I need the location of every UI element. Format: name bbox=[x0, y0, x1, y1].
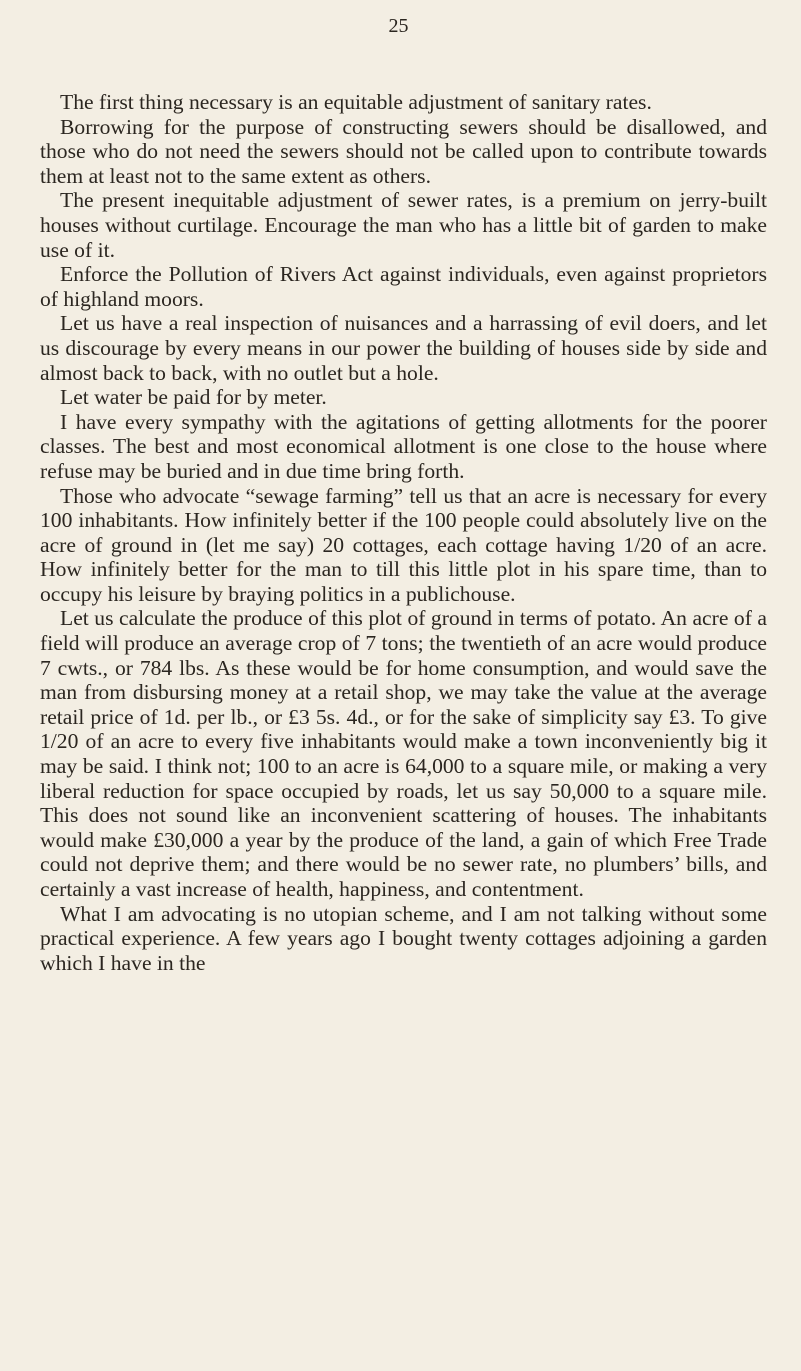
paragraph-potato-produce: Let us calculate the produce of this plot of ground in terms of potato. An acre of a field will produce an average crop of 7 tons; the twentieth of an acre would produce 7 cwts., or 784 lbs. As these would be for home consumption, and would save the man from disbursing money at a retail shop, we may take the value at the average retail price of 1d. per lb., or £3 5s. 4d., or for the sake of simplicity say £3. To give 1/20 of an acre to every five inhabitants would make a town inconveniently big it may be said. I think not; 100 to an acre is 64,000 to a square mile, or making a very liberal reduction for space occupied by roads, let us say 50,000 to a square mile. This does not sound like an inconvenient scattering of houses. The inhabitants would make £30,000 a year by the produce of the land, a gain of which Free Trade could not deprive them; and there would be no sewer rate, no plumbers’ bills, and certainly a vast increase of health, happiness, and contentment. bbox=[40, 606, 767, 901]
paragraph-allotments: I have every sympathy with the agitations of getting allotments for the poorer classes. The best and most economical allotment is one close to the house where refuse may be buried and in due time bring forth. bbox=[40, 409, 767, 483]
paragraph-sewer-rates: The present inequitable adjustment of sewer rates, is a premium on jerry-built houses without curtilage. Encourage the man who has a little bit of garden to make use of it. bbox=[40, 188, 767, 262]
paragraph-borrowing: Borrowing for the purpose of constructing sewers should be disallowed, and those who do not need the sewers should not be called upon to contribute towards them at least not to the same extent as others. bbox=[40, 114, 767, 188]
page-number: 25 bbox=[388, 15, 409, 37]
paragraph-sewage-farming: Those who advocate “sewage farming” tell us that an acre is necessary for every 100 inhabitants. How infinitely better if the 100 people could absolutely live on the acre of ground in (let me say) 20 cottages, each cottage having 1/20 of an acre. How infinitely better for the man to till this little plot in his spare time, than to occupy his leisure by braying politics in a publichouse. bbox=[40, 483, 767, 606]
paragraph-inspection: Let us have a real inspection of nuisances and a harrassing of evil doers, and let us discourage by every means in our power the building of houses side by side and almost back to back, with no outlet but a hole. bbox=[40, 311, 767, 385]
paragraph-pollution-act: Enforce the Pollution of Rivers Act against individuals, even against proprietors of highland moors. bbox=[40, 262, 767, 311]
paragraph-sanitary-rates: The first thing necessary is an equitable adjustment of sanitary rates. bbox=[60, 90, 652, 114]
paragraph-experience: What I am advocating is no utopian scheme, and I am not talking without some practical experience. A few years ago I bought twenty cottages adjoining a garden which I have in the bbox=[40, 901, 767, 975]
document-page bbox=[40, 14, 767, 975]
paragraph-water-meter: Let water be paid for by meter. bbox=[60, 385, 327, 410]
